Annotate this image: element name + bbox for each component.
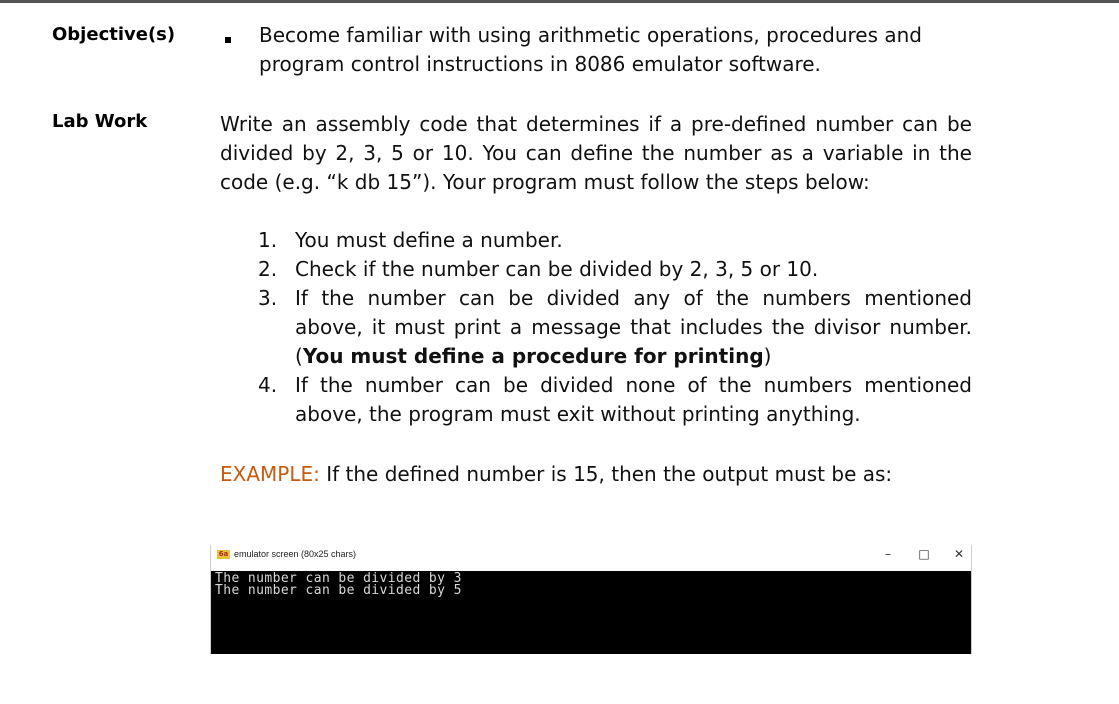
emulator-screen[interactable]: [211, 571, 971, 654]
emulator-app-icon: 6a: [218, 550, 229, 558]
steps-list: [258, 226, 972, 429]
lab-work-paragraph: Write an assembly code that determines if a pre-defined number can be divided by 2, 3, 5 or 10. You can define the number as a variable in the code (e.g. “k db 15”). Your program must follow the steps below:: [220, 112, 972, 194]
emulator-window: [210, 545, 972, 654]
list-item: [258, 371, 972, 429]
output-line: The number can be divided by 3: [215, 571, 462, 586]
step-text: Check if the number can be divided by 2, 3, 5 or 10.: [295, 257, 819, 281]
list-item: [258, 255, 972, 284]
step-text-part: ): [763, 344, 772, 368]
step-number: 1.: [258, 228, 278, 252]
step-text: [295, 284, 972, 371]
step-number: 2.: [258, 257, 278, 281]
lab-work-label: Lab Work: [52, 111, 148, 132]
objectives-label: Objective(s): [52, 24, 176, 45]
bullet-icon: [225, 37, 231, 43]
step-text-bold: You must define a procedure for printing: [302, 344, 764, 368]
list-item: [258, 284, 972, 371]
step-text-part: If the number can be divided any of the numbers mentioned above, it must print a message that includes the divisor number. (: [295, 286, 972, 368]
step-number: 4.: [258, 373, 278, 397]
objectives-line-1: Become familiar with using arithmetic operations, procedures and: [259, 23, 922, 47]
top-border: [0, 0, 1119, 3]
step-text: If the number can be divided none of the numbers mentioned above, the program must exit without printing anything.: [295, 373, 972, 426]
example-line: [220, 460, 892, 489]
list-item: [258, 226, 972, 255]
example-text: If the defined number is 15, then the output must be as:: [319, 462, 893, 486]
objectives-text: [259, 21, 973, 79]
example-keyword: EXAMPLE:: [220, 462, 320, 486]
step-number: 3.: [258, 286, 278, 310]
objectives-line-2: program control instructions in 8086 emulator software.: [259, 52, 821, 76]
close-icon[interactable]: ✕: [953, 547, 965, 561]
emulator-title: emulator screen (80x25 chars): [234, 549, 357, 559]
minimize-icon[interactable]: –: [885, 547, 891, 561]
emulator-titlebar[interactable]: [211, 545, 971, 571]
step-text: You must define a number.: [295, 228, 563, 252]
output-line: The number can be divided by 5: [215, 583, 462, 598]
maximize-icon[interactable]: □: [918, 547, 930, 561]
